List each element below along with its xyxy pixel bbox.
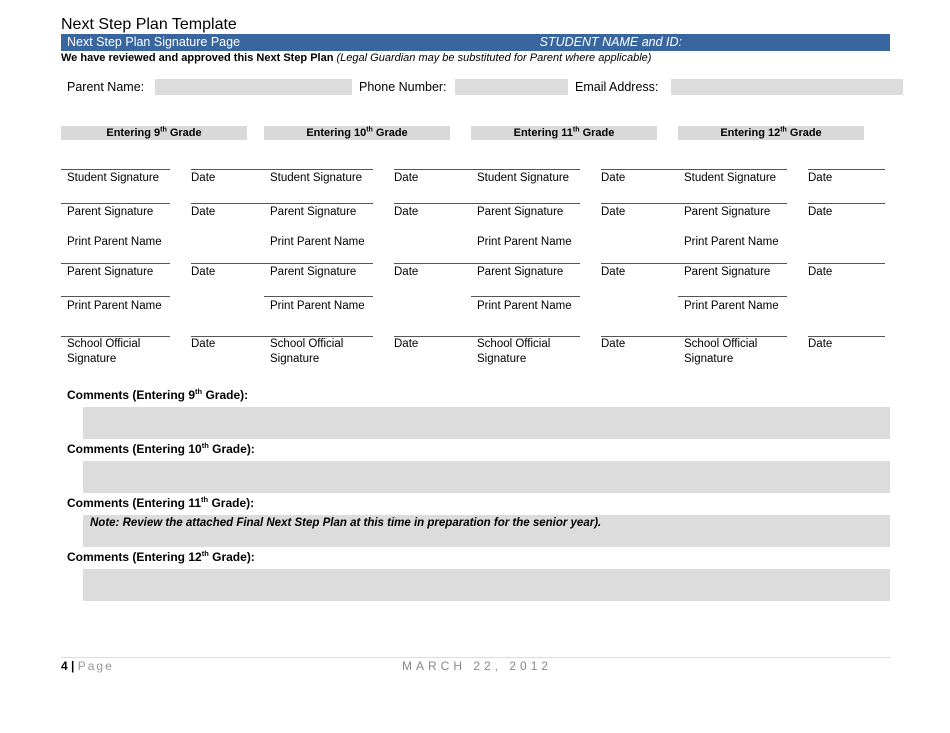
grade-header-number: Entering 10 <box>306 127 367 139</box>
print-parent-name-label: Print Parent Name <box>477 300 572 312</box>
page-separator: | <box>71 659 75 673</box>
date-label: Date <box>808 172 833 184</box>
print-parent-name-label: Print Parent Name <box>270 300 365 312</box>
approval-statement-note: (Legal Guardian may be substituted for Parent where applicable) <box>336 52 652 64</box>
grade-header-grade-word: Grade <box>786 127 822 139</box>
parent-name-input[interactable] <box>155 79 352 95</box>
student-signature-label: Student Signature <box>67 172 160 184</box>
parent-signature-label: Parent Signature <box>684 266 771 278</box>
school-official-line1: School Official <box>270 338 344 350</box>
date-label: Date <box>394 338 419 350</box>
date-label: Date <box>808 338 833 350</box>
date-line[interactable] <box>191 263 268 264</box>
grade-header-suffix-sup: th <box>160 126 167 134</box>
signature-line[interactable] <box>61 169 170 170</box>
grade-header-12 <box>678 126 864 140</box>
date-label: Date <box>601 206 626 218</box>
signature-line[interactable] <box>471 169 580 170</box>
senior-year-note: Note: Review the attached Final Next Step Plan at this time in preparation for the senior year). <box>90 517 602 529</box>
parent-signature-label: Parent Signature <box>477 266 564 278</box>
signature-line[interactable] <box>264 296 373 297</box>
student-name-id-label: STUDENT NAME and ID: <box>539 35 682 49</box>
school-official-line2: Signature <box>270 353 320 365</box>
date-line[interactable] <box>601 169 678 170</box>
signature-line[interactable] <box>678 263 787 264</box>
approval-statement-bold: We have reviewed and approved this Next Step Plan <box>61 52 334 64</box>
comments-label-grade-9 <box>67 388 248 402</box>
comments-label-text: Comments (Entering 10 <box>67 442 202 456</box>
student-signature-label: Student Signature <box>270 172 363 184</box>
school-official-signature-label <box>477 337 550 367</box>
school-official-line2: Signature <box>67 353 117 365</box>
signature-line[interactable] <box>61 263 170 264</box>
parent-signature-label: Parent Signature <box>684 206 771 218</box>
date-line[interactable] <box>394 203 471 204</box>
grade-header-suffix-sup: th <box>780 126 787 134</box>
parent-signature-label: Parent Signature <box>270 206 357 218</box>
signature-line[interactable] <box>264 169 373 170</box>
grade-header-grade-word: Grade <box>372 127 408 139</box>
school-official-line1: School Official <box>477 338 551 350</box>
signature-line[interactable] <box>678 203 787 204</box>
comments-label-grade-10 <box>67 442 255 456</box>
signature-line[interactable] <box>678 296 787 297</box>
date-line[interactable] <box>601 263 678 264</box>
date-label: Date <box>808 206 833 218</box>
grade-header-9 <box>61 126 247 140</box>
date-label: Date <box>191 338 216 350</box>
print-parent-name-label: Print Parent Name <box>67 236 162 248</box>
comments-label-text: Comments (Entering 12 <box>67 550 202 564</box>
page-number-value: 4 <box>61 659 68 673</box>
signature-line[interactable] <box>61 203 170 204</box>
comments-label-sup: th <box>201 549 209 558</box>
date-line[interactable] <box>808 263 885 264</box>
grade-header-suffix-sup: th <box>366 126 373 134</box>
school-official-signature-label <box>684 337 757 367</box>
signature-line[interactable] <box>678 169 787 170</box>
grade-header-grade-word: Grade <box>166 127 202 139</box>
signature-line[interactable] <box>264 203 373 204</box>
date-line[interactable] <box>601 203 678 204</box>
comments-label-grade-word: Grade): <box>208 496 255 510</box>
comments-label-text: Comments (Entering 11 <box>67 496 202 510</box>
grade-header-number: Entering 9 <box>106 127 161 139</box>
school-official-signature-label <box>67 337 140 367</box>
footer-date: MARCH 22, 2012 <box>402 659 553 673</box>
comments-label-grade-word: Grade): <box>208 550 255 564</box>
comments-label-grade-word: Grade): <box>202 388 249 402</box>
date-line[interactable] <box>394 169 471 170</box>
signature-line[interactable] <box>264 263 373 264</box>
phone-number-label: Phone Number: <box>359 80 447 94</box>
grade-header-grade-word: Grade <box>579 127 615 139</box>
date-label: Date <box>191 206 216 218</box>
grade-header-number: Entering 12 <box>720 127 781 139</box>
comments-box-grade-11[interactable] <box>83 515 890 547</box>
footer-divider <box>61 657 890 658</box>
grade-header-10 <box>264 126 450 140</box>
grade-header-number: Entering 11 <box>513 127 573 139</box>
date-line[interactable] <box>808 169 885 170</box>
signature-line[interactable] <box>61 296 170 297</box>
school-official-line1: School Official <box>684 338 758 350</box>
page-word: Page <box>77 659 114 673</box>
school-official-line1: School Official <box>67 338 141 350</box>
print-parent-name-label: Print Parent Name <box>477 236 572 248</box>
date-label: Date <box>191 172 216 184</box>
date-label: Date <box>808 266 833 278</box>
banner-title: Next Step Plan Signature Page <box>67 35 241 49</box>
comments-label-sup: th <box>195 387 203 396</box>
comments-label-grade-11 <box>67 496 254 510</box>
signature-line[interactable] <box>471 203 580 204</box>
page-number <box>61 659 114 673</box>
comments-label-sup: th <box>201 441 209 450</box>
comments-label-sup: th <box>201 495 209 504</box>
date-label: Date <box>601 266 626 278</box>
grade-header-suffix-sup: th <box>572 126 580 134</box>
signature-page-banner <box>61 34 890 51</box>
signature-line[interactable] <box>471 296 580 297</box>
print-parent-name-label: Print Parent Name <box>270 236 365 248</box>
email-address-input[interactable] <box>671 79 903 95</box>
print-parent-name-label: Print Parent Name <box>67 300 162 312</box>
date-label: Date <box>394 172 419 184</box>
date-line[interactable] <box>394 263 471 264</box>
student-signature-label: Student Signature <box>684 172 777 184</box>
date-label: Date <box>601 338 626 350</box>
parent-signature-label: Parent Signature <box>67 206 154 218</box>
date-label: Date <box>394 206 419 218</box>
comments-label-text: Comments (Entering 9 <box>67 388 196 402</box>
school-official-line2: Signature <box>684 353 734 365</box>
date-line[interactable] <box>808 203 885 204</box>
approval-statement <box>61 52 651 64</box>
signature-line[interactable] <box>471 263 580 264</box>
date-line[interactable] <box>191 203 268 204</box>
print-parent-name-label: Print Parent Name <box>684 300 779 312</box>
print-parent-name-label: Print Parent Name <box>684 236 779 248</box>
parent-signature-label: Parent Signature <box>477 206 564 218</box>
comments-box-grade-9[interactable] <box>83 407 890 439</box>
document-title: Next Step Plan Template <box>61 16 237 33</box>
school-official-signature-label <box>270 337 343 367</box>
date-label: Date <box>191 266 216 278</box>
email-address-label: Email Address: <box>575 80 659 94</box>
comments-box-grade-10[interactable] <box>83 461 890 493</box>
parent-signature-label: Parent Signature <box>67 266 154 278</box>
date-line[interactable] <box>191 169 268 170</box>
parent-name-label: Parent Name: <box>67 80 145 94</box>
school-official-line2: Signature <box>477 353 527 365</box>
phone-number-input[interactable] <box>455 79 568 95</box>
date-label: Date <box>394 266 419 278</box>
date-label: Date <box>601 172 626 184</box>
parent-signature-label: Parent Signature <box>270 266 357 278</box>
comments-label-grade-12 <box>67 550 255 564</box>
grade-header-11 <box>471 126 657 140</box>
comments-box-grade-12[interactable] <box>83 569 890 601</box>
student-signature-label: Student Signature <box>477 172 570 184</box>
comments-label-grade-word: Grade): <box>208 442 255 456</box>
